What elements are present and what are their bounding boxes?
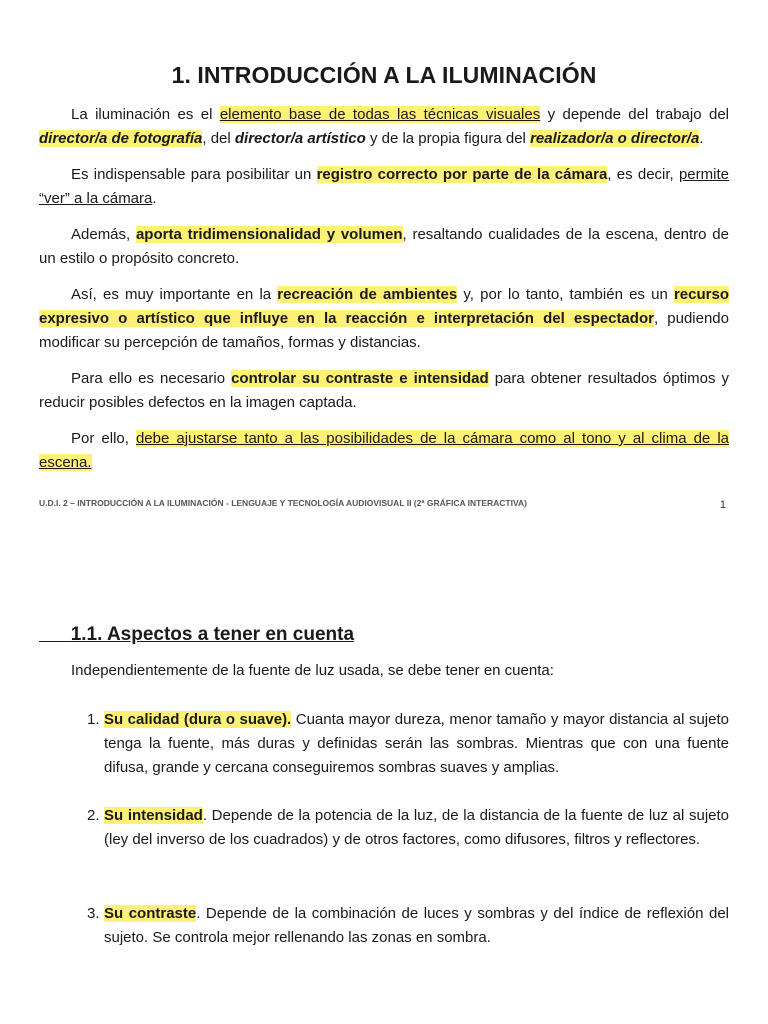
text-span: , resaltando cualidades de la escena, dentro de un estilo o propósito concreto. [39, 226, 729, 267]
section-heading-text: 1.1. Aspectos a tener en cuenta [70, 624, 355, 645]
list-number: 2. [87, 807, 100, 824]
highlight-span: controlar su contraste e intensidad [231, 370, 489, 387]
highlight-span: recreación de ambientes [277, 286, 458, 303]
list-item [87, 902, 730, 950]
highlight-span: debe ajustarse tanto a las posibilidades de la cámara como al tono y al clima de la escena. [39, 430, 729, 471]
text-span: Así, es muy importante en la [71, 286, 278, 303]
text-span: , es decir, [607, 166, 679, 183]
text-span: , pudiendo modificar su percepción de tamaños, formas y distancias. [39, 310, 729, 351]
highlight-span: realizador/a o director/a [530, 130, 700, 147]
text-span: La iluminación es el [71, 106, 220, 123]
text-span: Es indispensable para posibilitar un [71, 166, 317, 183]
paragraph-3 [39, 223, 729, 271]
paragraph-1 [39, 103, 729, 151]
section-heading [39, 624, 354, 646]
text-span: . [152, 190, 157, 207]
highlight-span: director/a de fotografía [39, 130, 203, 147]
paragraph-4 [39, 283, 729, 355]
list-item [87, 708, 729, 780]
underline-span: permite “ver” a la cámara [39, 166, 729, 207]
list-item [87, 804, 730, 852]
highlight-span: Su calidad (dura o suave). [104, 711, 292, 728]
paragraph-6 [39, 427, 729, 475]
highlight-span: Su intensidad [104, 807, 203, 824]
highlight-span: elemento base de todas las técnicas visuales [219, 106, 541, 123]
text-span: y, por lo tanto, también es un [457, 286, 674, 303]
text-span: , del [202, 130, 235, 147]
text-span: Por ello, [71, 430, 136, 447]
highlight-span: recurso expresivo o artístico que influye en la reacción e interpretación del espectador [39, 286, 729, 327]
text-span: . Depende de la combinación de luces y sombras y del índice de reflexión del sujeto. Se controla mejor rellenando las zonas en sombra. [104, 905, 730, 946]
text-span: Cuanta mayor dureza, menor tamaño y mayor distancia al sujeto tenga la fuente, más duras y definidas serán las sombras. Mientras que con una fuente difusa, grande y cercana conseguiremos sombras suaves y amplias. [104, 711, 729, 776]
highlight-span: Su contraste [104, 905, 197, 922]
text-span: Para ello es necesario [71, 370, 232, 387]
text-span: . [699, 130, 704, 147]
list-number: 1. [87, 711, 100, 728]
highlight-span: registro correcto por parte de la cámara [316, 166, 608, 183]
page-number: 1 [719, 499, 726, 511]
section-intro: Independientemente de la fuente de luz usada, se debe tener en cuenta: [71, 662, 554, 679]
text-span: Además, [71, 226, 136, 243]
bold-italic-span: director/a artístico [234, 130, 366, 147]
paragraph-5 [39, 367, 729, 415]
page-footer: U.D.I. 2 – INTRODUCCIÓN A LA ILUMINACIÓN - LENGUAJE Y TECNOLOGÍA AUDIOVISUAL II (2ª GRÁFICA INTERACTIVA) [39, 498, 527, 508]
paragraph-2 [39, 163, 729, 211]
text-span: para obtener resultados óptimos y reducir posibles defectos en la imagen captada. [39, 370, 729, 411]
text-span: y de la propia figura del [365, 130, 531, 147]
list-number: 3. [87, 905, 100, 922]
page-title: 1. INTRODUCCIÓN A LA ILUMINACIÓN [171, 62, 597, 88]
text-span: y depende del trabajo del [540, 106, 729, 123]
highlight-span: aporta tridimensionalidad y volumen [135, 226, 403, 243]
text-span: . Depende de la potencia de la luz, de la distancia de la fuente de luz al sujeto (ley del inverso de los cuadrados) y de otros factores, como difusores, filtros y reflectores. [104, 807, 730, 848]
